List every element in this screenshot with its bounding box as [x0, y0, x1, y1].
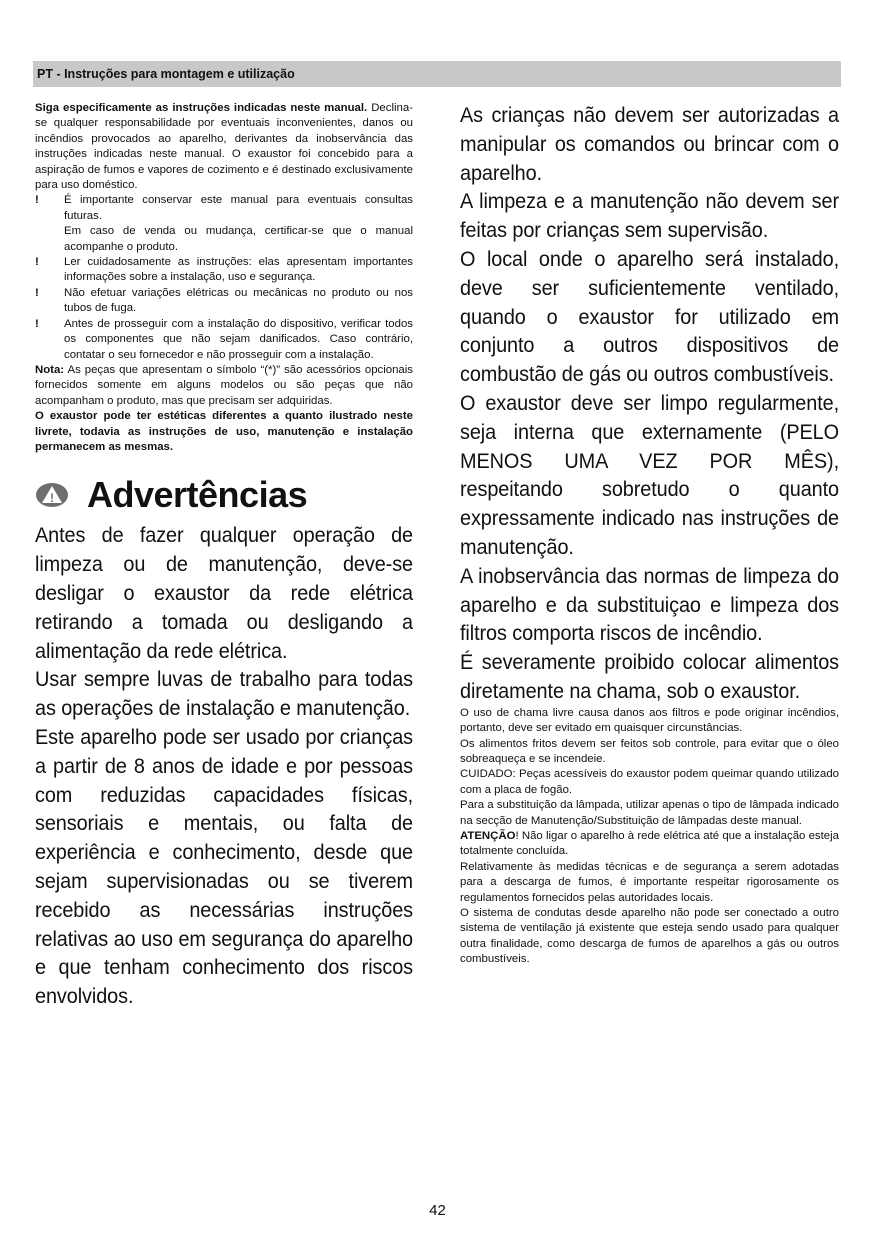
page-header: PT - Instruções para montagem e utilização [33, 61, 841, 87]
warning-icon [35, 482, 69, 508]
intro-bold-lead: Siga especificamente as instruções indicadas neste manual. [35, 102, 368, 114]
section-heading [35, 473, 413, 517]
intro-text: Declina-se qualquer responsabilidade por eventuais inconvenientes, danos ou incêndios provocados ao aparelho, derivantes da inobservância das instruções indicadas neste manual. O exaustor foi concebido para a aspiração de fumos e vapores de cozimento e é destinado exclusivamente para uso doméstico. [35, 102, 413, 192]
small-note: Relativamente às medidas técnicas e de segurança a serem adotadas para a descarga de fumos, é importante respeitar rigorosamente os regulamentos fornecidos pelas autoridades locais. [460, 860, 839, 904]
bullet-item [35, 255, 413, 286]
warning-paragraph: A limpeza e a manutenção não devem ser feitas por crianças sem supervisão. [460, 188, 840, 243]
small-note: CUIDADO: Peças acessíveis do exaustor podem queimar quando utilizado com a placa de fogão. [460, 768, 839, 796]
exclamation-icon: ! [35, 194, 39, 207]
warning-paragraph: O local onde o aparelho será instalado, deve ser suficientemente ventilado, quando o exaustor for utilizado em conjunto a outros dispositivos de combustão de gás ou outros combustíveis. [460, 245, 840, 387]
small-note: Os alimentos fritos devem ser feitos sob controle, para evitar que o óleo sobreaqueça e se incendeie. [460, 737, 839, 765]
left-column [35, 101, 413, 1011]
bullet-subtext: Em caso de venda ou mudança, certificar-se que o manual acompanhe o produto. [64, 225, 413, 253]
warning-paragraph: Usar sempre luvas de trabalho para todas as operações de instalação e manutenção. [35, 666, 414, 721]
note-paragraph [35, 363, 413, 409]
warning-paragraph: Este aparelho pode ser usado por crianças a partir de 8 anos de idade e por pessoas com reduzidas capacidades físicas, sensoriais e mentais, ou falta de experiência e conhecimento, desde que sejam supervisionadas ou se tiverem recebido as necessárias instruções relativas ao uso em segurança do aparelho e que tenham conhecimento dos riscos envolvidos. [35, 723, 414, 1009]
bullet-text: É importante conservar este manual para eventuais consultas futuras. [64, 194, 413, 222]
warning-paragraph: É severamente proibido colocar alimentos diretamente na chama, sob o exaustor. [460, 649, 840, 703]
bullet-item [35, 317, 413, 363]
section-title: Advertências [87, 474, 308, 516]
bullet-text: Não efetuar variações elétricas ou mecânicas no produto ou nos tubos de fuga. [64, 286, 413, 315]
exclamation-icon: ! [35, 256, 39, 269]
warning-paragraph: O exaustor deve ser limpo regularmente, seja interna que externamente (PELO MENOS UMA VEZ POR MÊS), respeitando sobretudo o quanto expressamente indicado nas instruções de manutenção. [460, 389, 840, 559]
bullet-text: Ler cuidadosamente as instruções: elas apresentam importantes informações sobre a instalação, uso e segurança. [64, 256, 413, 284]
bullet-item [35, 286, 413, 317]
small-note: O uso de chama livre causa danos aos filtros e pode originar incêndios, portanto, deve ser evitado em quaisquer circunstâncias. [460, 706, 839, 735]
warning-paragraph: As crianças não devem ser autorizadas a manipular os comandos ou brincar com o aparelho. [460, 102, 840, 185]
exclamation-icon: ! [35, 286, 39, 299]
note-label: Nota: [35, 363, 65, 376]
page-number: 42 [429, 1202, 446, 1219]
small-note: Para a substituição da lâmpada, utilizar apenas o tipo de lâmpada indicado na secção de Manutenção/Substituição de lâmpadas deste manual. [460, 799, 839, 827]
bullet-text: Antes de prosseguir com a instalação do dispositivo, verificar todos os componentes que não sejam danificados. Caso contrário, contatar o seu fornecedor e não prosseguir com a instalação. [64, 317, 413, 361]
attention-label: ATENÇÃO [460, 829, 516, 842]
exclamation-icon: ! [35, 317, 39, 330]
small-note-attention [460, 829, 839, 860]
note-text: As peças que apresentam o símbolo “(*)” são acessórios opcionais fornecidos somente em alguns modelos ou são peças que não acompanham o produto, mas que precisam ser adquiridas. [35, 363, 413, 407]
warning-paragraph: Antes de fazer qualquer operação de limpeza ou de manutenção, deve-se desligar o exaustor da rede elétrica retirando a tomada ou desligando a alimentação da rede elétrica. [35, 522, 414, 663]
warning-paragraph: A inobservância das normas de limpeza do aparelho e da substituiçao e limpeza dos filtros comporta riscos de incêndio. [460, 562, 840, 646]
warning-icon-glyph: ! [50, 491, 54, 506]
small-note: O sistema de condutas desde aparelho não pode ser conectado a outro sistema de ventilação já existente que esteja sendo usado para qualquer outra finalidade, como descarga de fumos de aparelhos a gás ou outros combustíveis. [460, 907, 839, 966]
bullet-item [35, 193, 413, 224]
intro-paragraph [35, 101, 413, 193]
attention-text: ! Não ligar o aparelho à rede elétrica até que a instalação esteja totalmente concluída. [460, 829, 839, 858]
right-column [460, 101, 839, 968]
note-bold-statement: O exaustor pode ter estéticas diferentes a quanto ilustrado neste livrete, todavia as instruções de uso, manutenção e instalação permanecem as mesmas. [35, 410, 413, 453]
